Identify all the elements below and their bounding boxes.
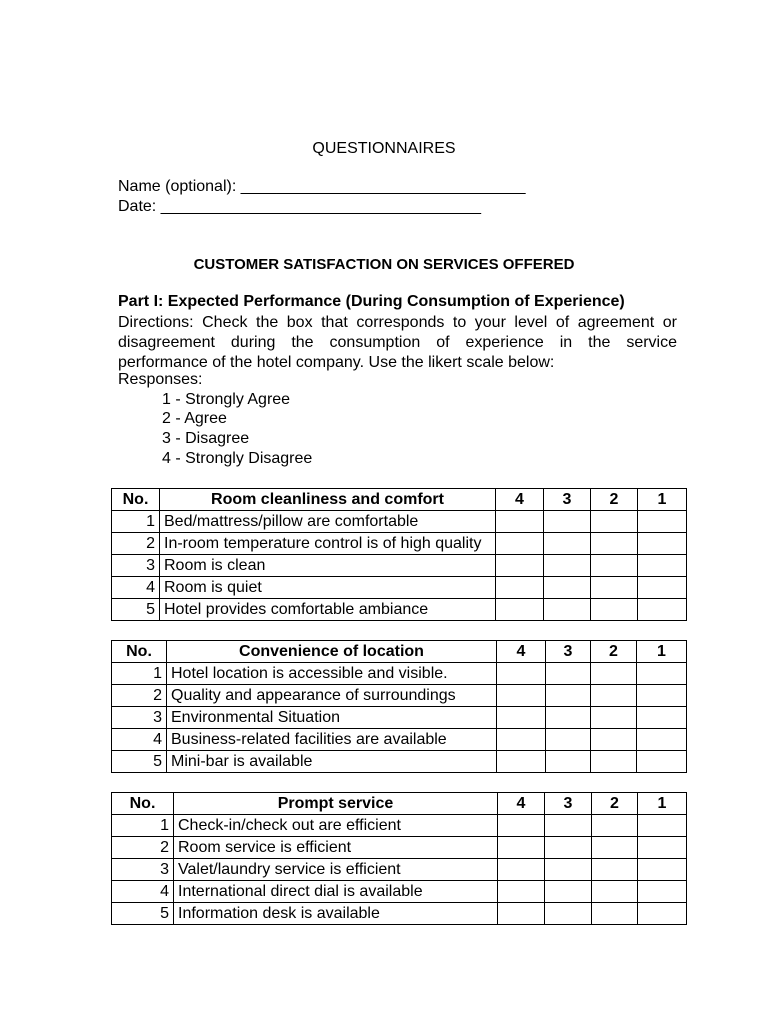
rating-checkbox[interactable] <box>496 533 544 555</box>
row-item: Hotel provides comfortable ambiance <box>160 599 496 621</box>
section-heading: CUSTOMER SATISFACTION ON SERVICES OFFERED <box>193 256 575 273</box>
rating-checkbox[interactable] <box>498 815 545 837</box>
table-row <box>112 577 687 599</box>
rating-checkbox[interactable] <box>638 903 687 925</box>
row-item: In-room temperature control is of high quality <box>160 533 496 555</box>
row-number: 5 <box>112 903 174 925</box>
row-number: 2 <box>112 533 160 555</box>
no-header: No. <box>112 641 167 663</box>
rating-checkbox[interactable] <box>497 685 546 707</box>
rating-checkbox[interactable] <box>591 533 638 555</box>
responses-label: Responses: <box>118 371 203 388</box>
table-row <box>112 707 687 729</box>
rating-checkbox[interactable] <box>637 685 687 707</box>
rating-checkbox[interactable] <box>638 555 687 577</box>
table-header-row <box>112 793 687 815</box>
rating-checkbox[interactable] <box>637 707 687 729</box>
rating-checkbox[interactable] <box>497 751 546 773</box>
rating-header: 4 <box>497 641 546 663</box>
rating-checkbox[interactable] <box>592 859 638 881</box>
rating-header: 2 <box>591 489 638 511</box>
rating-checkbox[interactable] <box>592 837 638 859</box>
rating-checkbox[interactable] <box>591 685 637 707</box>
table-row <box>112 555 687 577</box>
rating-checkbox[interactable] <box>545 859 592 881</box>
category-header: Room cleanliness and comfort <box>160 489 496 511</box>
row-item: Room service is efficient <box>174 837 498 859</box>
table-row <box>112 599 687 621</box>
rating-checkbox[interactable] <box>545 881 592 903</box>
rating-checkbox[interactable] <box>497 707 546 729</box>
row-number: 4 <box>112 881 174 903</box>
row-item: Room is clean <box>160 555 496 577</box>
table-row <box>112 685 687 707</box>
rating-checkbox[interactable] <box>546 729 591 751</box>
rating-checkbox[interactable] <box>546 707 591 729</box>
rating-checkbox[interactable] <box>544 599 591 621</box>
scale-item: 1 - Strongly Agree <box>162 391 291 408</box>
name-field-line[interactable]: Name (optional): ________________________________ <box>118 178 526 195</box>
rating-checkbox[interactable] <box>591 663 637 685</box>
rating-checkbox[interactable] <box>544 555 591 577</box>
scale-item: 4 - Strongly Disagree <box>162 450 313 467</box>
rating-header: 3 <box>546 641 591 663</box>
row-number: 3 <box>112 859 174 881</box>
row-number: 4 <box>112 729 167 751</box>
row-number: 5 <box>112 751 167 773</box>
rating-checkbox[interactable] <box>546 663 591 685</box>
rating-checkbox[interactable] <box>638 533 687 555</box>
rating-header: 3 <box>544 489 591 511</box>
row-number: 5 <box>112 599 160 621</box>
rating-checkbox[interactable] <box>498 881 545 903</box>
rating-checkbox[interactable] <box>497 663 546 685</box>
rating-checkbox[interactable] <box>591 577 638 599</box>
rating-checkbox[interactable] <box>544 533 591 555</box>
row-item: Check-in/check out are efficient <box>174 815 498 837</box>
rating-checkbox[interactable] <box>546 685 591 707</box>
questionnaire-title: QUESTIONNAIRES <box>312 140 456 157</box>
rating-checkbox[interactable] <box>591 599 638 621</box>
rating-header: 2 <box>591 641 637 663</box>
rating-checkbox[interactable] <box>545 837 592 859</box>
no-header: No. <box>112 489 160 511</box>
rating-checkbox[interactable] <box>637 729 687 751</box>
rating-checkbox[interactable] <box>638 599 687 621</box>
rating-checkbox[interactable] <box>638 511 687 533</box>
table-row <box>112 881 687 903</box>
rating-checkbox[interactable] <box>637 663 687 685</box>
row-number: 1 <box>112 511 160 533</box>
scale-item: 2 - Agree <box>162 410 227 427</box>
rating-checkbox[interactable] <box>496 555 544 577</box>
row-number: 4 <box>112 577 160 599</box>
row-number: 3 <box>112 555 160 577</box>
rating-checkbox[interactable] <box>496 511 544 533</box>
rating-header: 3 <box>545 793 592 815</box>
rating-header: 1 <box>638 489 687 511</box>
rating-checkbox[interactable] <box>591 751 637 773</box>
rating-checkbox[interactable] <box>638 815 687 837</box>
rating-checkbox[interactable] <box>638 577 687 599</box>
rating-table-prompt-service <box>111 792 687 925</box>
rating-checkbox[interactable] <box>544 511 591 533</box>
rating-header: 4 <box>496 489 544 511</box>
date-field-line[interactable]: Date: ____________________________________ <box>118 198 482 215</box>
rating-checkbox[interactable] <box>637 751 687 773</box>
rating-checkbox[interactable] <box>591 511 638 533</box>
row-item: Hotel location is accessible and visible. <box>167 663 497 685</box>
category-header: Prompt service <box>174 793 498 815</box>
row-item: Information desk is available <box>174 903 498 925</box>
table-row <box>112 751 687 773</box>
rating-table-location <box>111 640 687 773</box>
rating-checkbox[interactable] <box>546 751 591 773</box>
row-item: Valet/laundry service is efficient <box>174 859 498 881</box>
directions-text: Directions: Check the box that corresponds to your level of agreement or disagreement during the consumption of experience in the service performance of the hotel company. Use the likert scale below: <box>118 314 677 371</box>
rating-header: 2 <box>592 793 638 815</box>
table-header-row <box>112 489 687 511</box>
table-row <box>112 903 687 925</box>
rating-header: 1 <box>637 641 687 663</box>
rating-checkbox[interactable] <box>498 837 545 859</box>
row-item: Mini-bar is available <box>167 751 497 773</box>
rating-header: 4 <box>498 793 545 815</box>
rating-checkbox[interactable] <box>592 815 638 837</box>
table-header-row <box>112 641 687 663</box>
rating-checkbox[interactable] <box>592 881 638 903</box>
table-row <box>112 859 687 881</box>
rating-checkbox[interactable] <box>498 903 545 925</box>
row-item: Bed/mattress/pillow are comfortable <box>160 511 496 533</box>
rating-checkbox[interactable] <box>498 859 545 881</box>
row-item: Quality and appearance of surroundings <box>167 685 497 707</box>
row-number: 2 <box>112 685 167 707</box>
rating-checkbox[interactable] <box>592 903 638 925</box>
row-item: Business-related facilities are available <box>167 729 497 751</box>
rating-header: 1 <box>638 793 687 815</box>
table-row <box>112 533 687 555</box>
part-title: Part I: Expected Performance (During Consumption of Experience) <box>118 293 625 310</box>
scale-item: 3 - Disagree <box>162 430 250 447</box>
table-row <box>112 663 687 685</box>
rating-checkbox[interactable] <box>591 555 638 577</box>
rating-checkbox[interactable] <box>638 837 687 859</box>
rating-checkbox[interactable] <box>544 577 591 599</box>
rating-checkbox[interactable] <box>545 903 592 925</box>
row-number: 2 <box>112 837 174 859</box>
rating-table-room-cleanliness <box>111 488 687 621</box>
rating-checkbox[interactable] <box>496 577 544 599</box>
rating-checkbox[interactable] <box>496 599 544 621</box>
no-header: No. <box>112 793 174 815</box>
row-number: 1 <box>112 663 167 685</box>
table-row <box>112 511 687 533</box>
table-row <box>112 837 687 859</box>
rating-checkbox[interactable] <box>591 729 637 751</box>
category-header: Convenience of location <box>167 641 497 663</box>
row-number: 1 <box>112 815 174 837</box>
rating-checkbox[interactable] <box>638 859 687 881</box>
rating-checkbox[interactable] <box>497 729 546 751</box>
rating-checkbox[interactable] <box>638 881 687 903</box>
row-item: Room is quiet <box>160 577 496 599</box>
table-row <box>112 815 687 837</box>
row-item: Environmental Situation <box>167 707 497 729</box>
rating-checkbox[interactable] <box>545 815 592 837</box>
table-row <box>112 729 687 751</box>
row-number: 3 <box>112 707 167 729</box>
rating-checkbox[interactable] <box>591 707 637 729</box>
row-item: International direct dial is available <box>174 881 498 903</box>
